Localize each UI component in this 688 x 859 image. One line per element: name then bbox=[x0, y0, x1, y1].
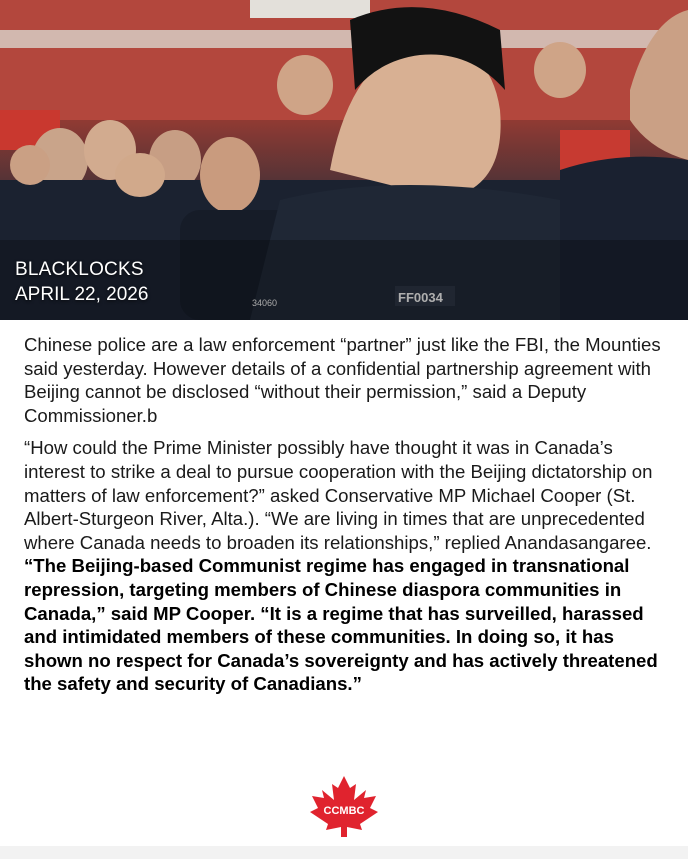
paragraph-2-regular-text: “How could the Prime Minister possibly have thought it was in Canada’s interest to strike a deal to pursue cooperation with the Beijing dictatorship on matters of law enforcement?” asked Conservative MP Michael Cooper (St. Albert-Sturgeon River, Alta.). “We are living in times that are unprecedented where Canada needs to broaden its relationships,” replied Anandasangaree. bbox=[24, 437, 653, 553]
date-label: APRIL 22, 2026 bbox=[15, 284, 149, 305]
logo-text: CCMBC bbox=[323, 805, 365, 817]
header-photo bbox=[0, 0, 688, 320]
article-body bbox=[24, 333, 674, 705]
photo-credit bbox=[15, 258, 148, 308]
badge-left: 34060 bbox=[252, 298, 278, 308]
badge-right: FF0034 bbox=[398, 290, 443, 305]
maple-leaf-icon bbox=[304, 774, 384, 838]
ccmbc-logo bbox=[304, 774, 384, 838]
paragraph-2-bold-quote: “The Beijing-based Communist regime has engaged in transnational repression, targeting members of Chinese diaspora communities in Canada,” said MP Cooper. “It is a regime that has surveilled, harassed and intimidated members of these communities. In doing so, it has shown no respect for Canada’s sovereignty and has actively threatened the safety and security of Canadians.” bbox=[24, 555, 658, 695]
bottom-bar bbox=[0, 846, 688, 859]
source-label: BLACKLOCKS bbox=[15, 259, 144, 280]
article-paragraph-2 bbox=[24, 436, 674, 696]
article-paragraph-1: Chinese police are a law enforcement “partner” just like the FBI, the Mounties said yesterday. However details of a confidential partnership agreement with Beijing cannot be disclosed “without their permission,” said a Deputy Commissioner.b bbox=[24, 334, 661, 426]
